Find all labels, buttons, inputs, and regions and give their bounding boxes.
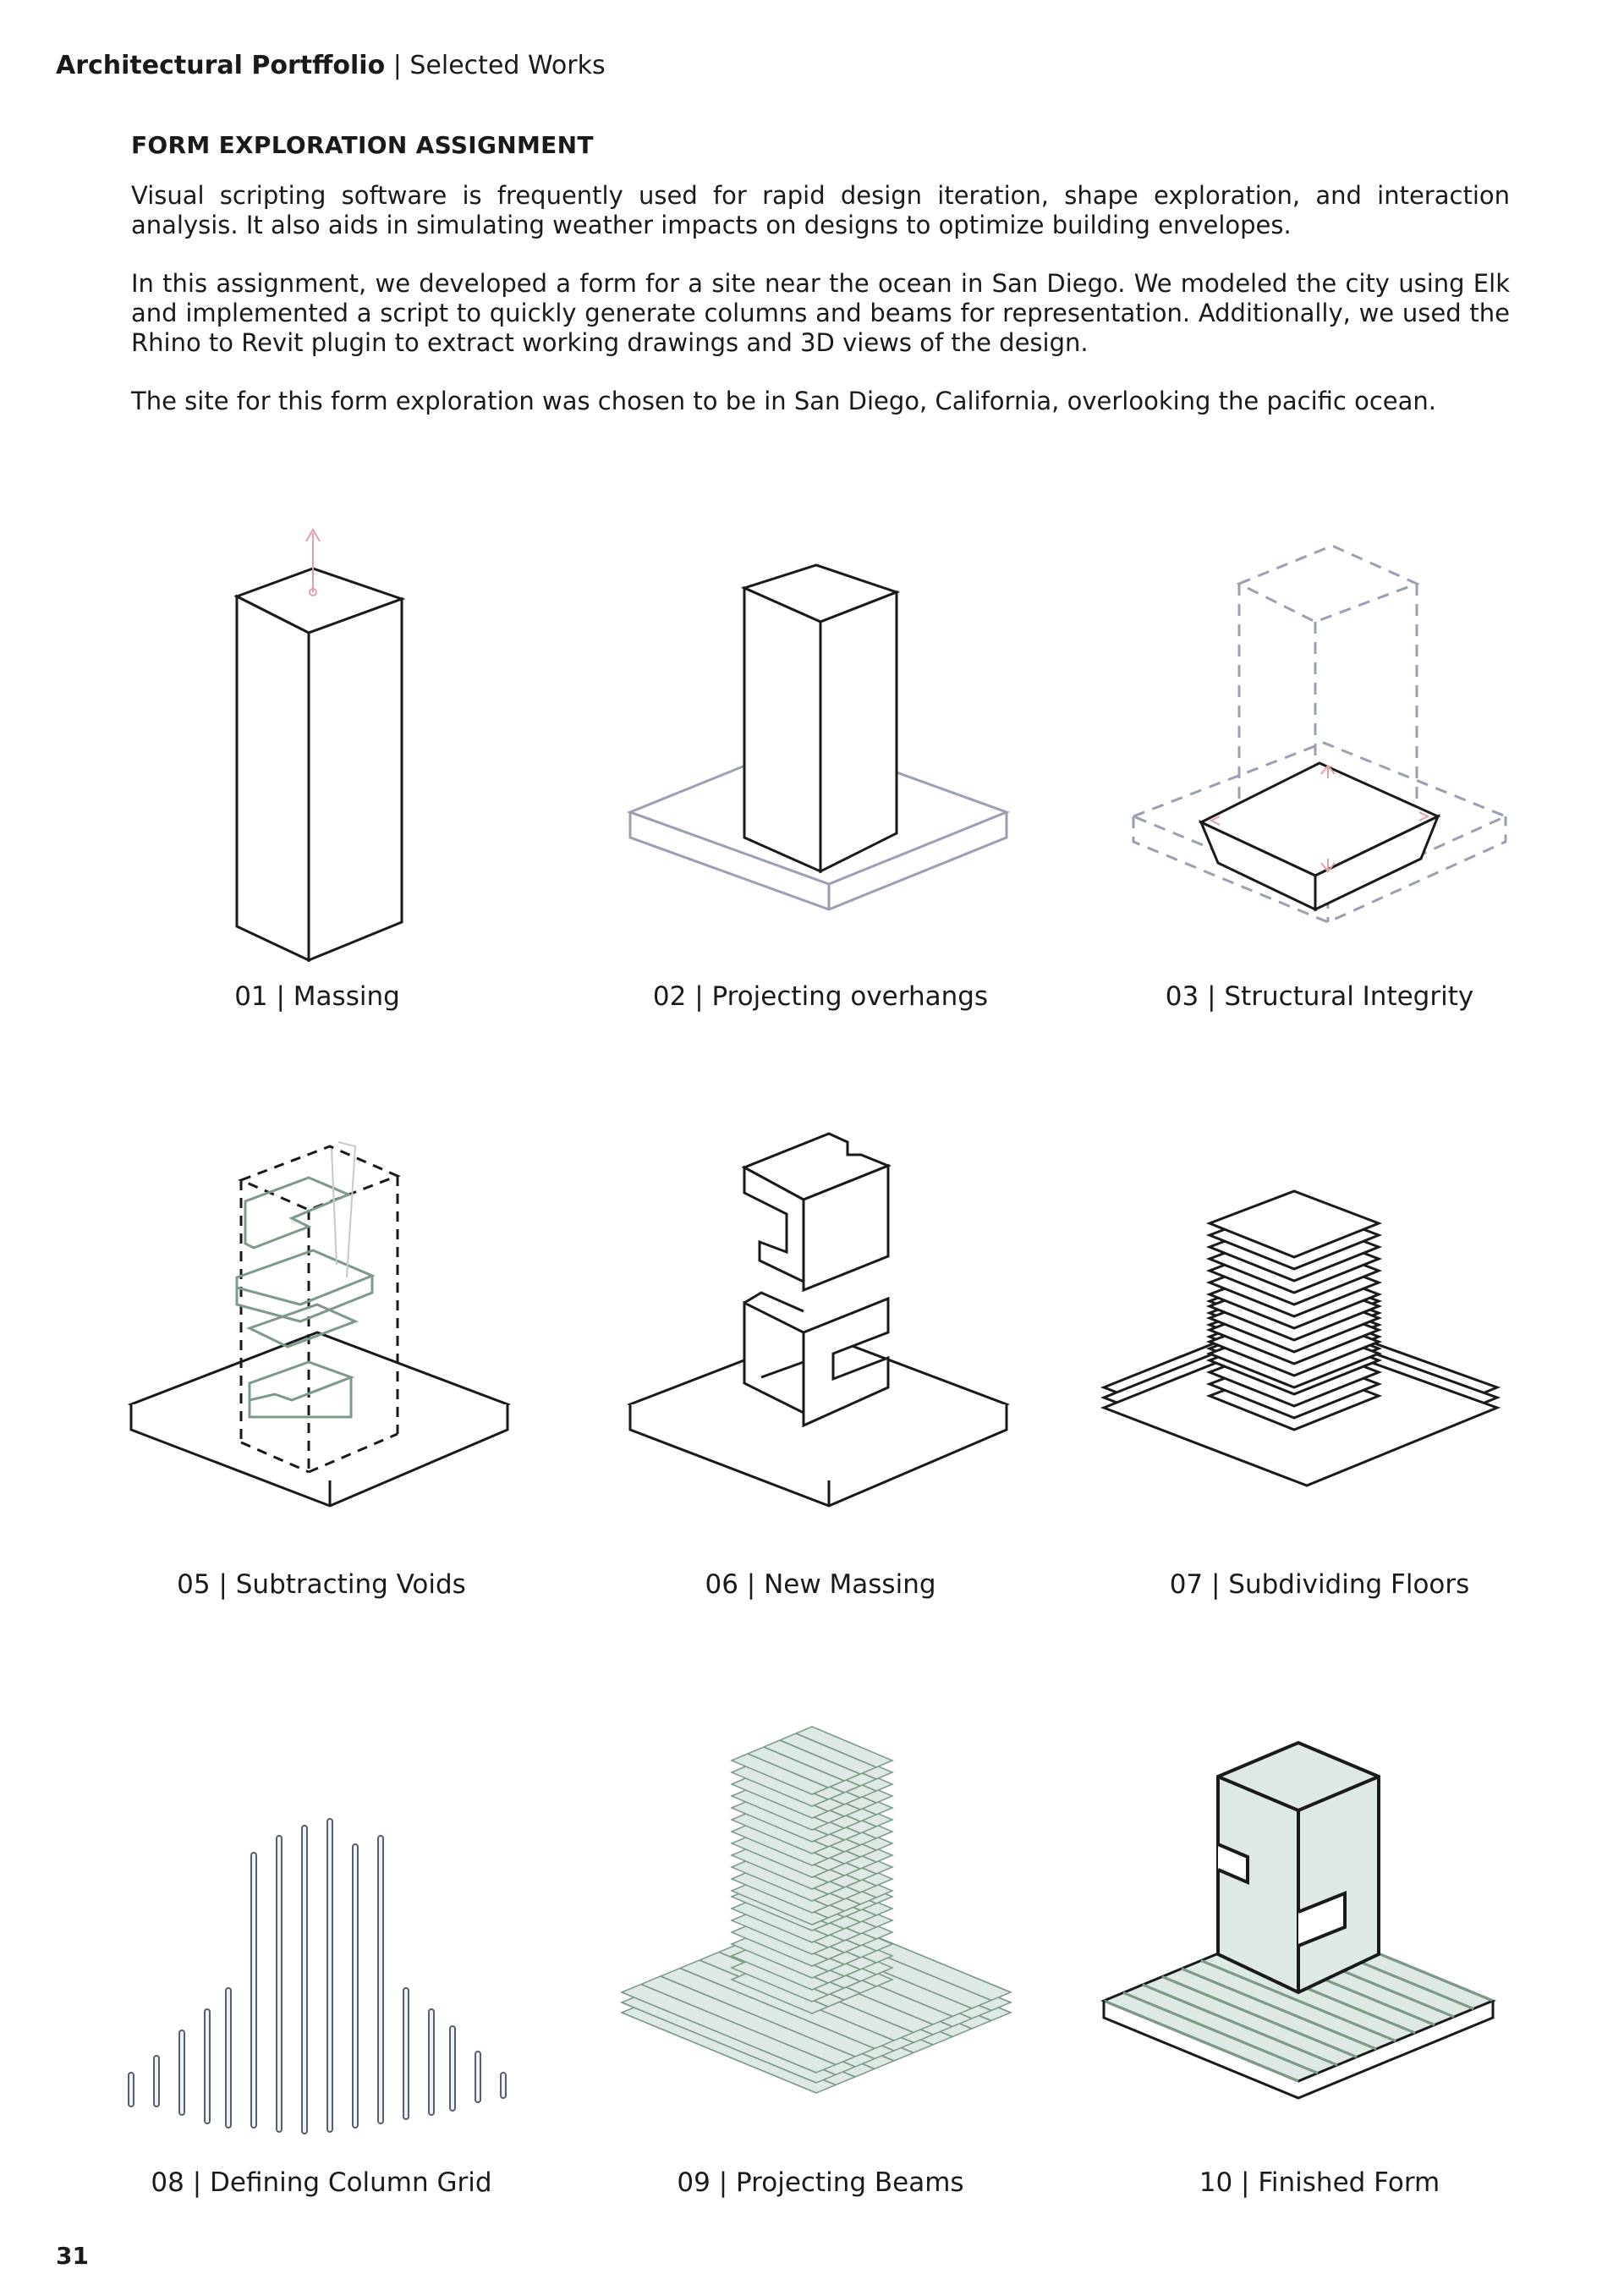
column: [302, 1826, 307, 2134]
column: [353, 1844, 358, 2128]
caption-structural-integrity: 03 | Structural Integrity: [1165, 981, 1474, 1012]
column: [327, 1819, 332, 2132]
column: [403, 1988, 409, 2119]
column: [205, 2009, 210, 2123]
caption-projecting-overhangs: 02 | Projecting overhangs: [652, 981, 989, 1012]
intro-paragraph-3: The site for this form exploration was chosen to be in San Diego, California, overlooking the pacific ocean.: [131, 387, 1436, 415]
diagram-projecting-beams: [617, 1700, 1023, 2140]
header-subtitle: Selected Works: [409, 51, 606, 80]
main-content: [131, 131, 1510, 445]
column: [179, 2030, 184, 2115]
diagram-new-massing: [626, 1108, 1015, 1548]
page-header: [56, 51, 606, 80]
diagram-finished-form: [1100, 1700, 1506, 2140]
page-number: 31: [56, 2242, 89, 2270]
caption-column-grid: 08 | Defining Column Grid: [151, 2167, 492, 2198]
column: [251, 1853, 256, 2128]
caption-projecting-beams: 09 | Projecting Beams: [677, 2167, 964, 2198]
caption-subdividing-floors: 07 | Subdividing Floors: [1169, 1569, 1470, 1600]
diagram-column-grid: [118, 1700, 524, 2140]
column: [154, 2056, 159, 2106]
column: [429, 2009, 434, 2115]
caption-finished-form: 10 | Finished Form: [1199, 2167, 1440, 2198]
intro-paragraph-2: In this assignment, we developed a form for a site near the ocean in San Diego. We modeled the city using Elk and implemented a script to quickly generate columns and beams for representation. Additionally, we used the Rhino to Revit plugin to extract working drawings and 3D views of the design.: [131, 269, 1510, 357]
diagram-structural-integrity: [1125, 525, 1514, 964]
column: [378, 1836, 383, 2123]
column: [277, 1836, 282, 2132]
caption-new-massing: 06 | New Massing: [705, 1569, 936, 1600]
column: [450, 2026, 455, 2111]
column: [501, 2073, 506, 2098]
caption-massing: 01 | Massing: [234, 981, 400, 1012]
diagram-massing: [169, 508, 474, 981]
diagram-subtracting-voids: [127, 1108, 516, 1548]
column: [226, 1988, 231, 2128]
diagram-subdividing-floors: [1100, 1108, 1506, 1548]
intro-paragraph-1: Visual scripting software is frequently used for rapid design iteration, shape exploration, and interaction analysis. It also aids in simulating weather impacts on designs to optimize building envelopes.: [131, 181, 1510, 239]
diagram-projecting-overhangs: [617, 558, 1023, 964]
header-separator: |: [385, 51, 410, 80]
section-title: FORM EXPLORATION ASSIGNMENT: [131, 131, 594, 159]
caption-subtracting-voids: 05 | Subtracting Voids: [177, 1569, 466, 1600]
header-title: Architectural Portffolio: [56, 51, 386, 80]
column: [475, 2052, 480, 2102]
column: [129, 2073, 134, 2106]
